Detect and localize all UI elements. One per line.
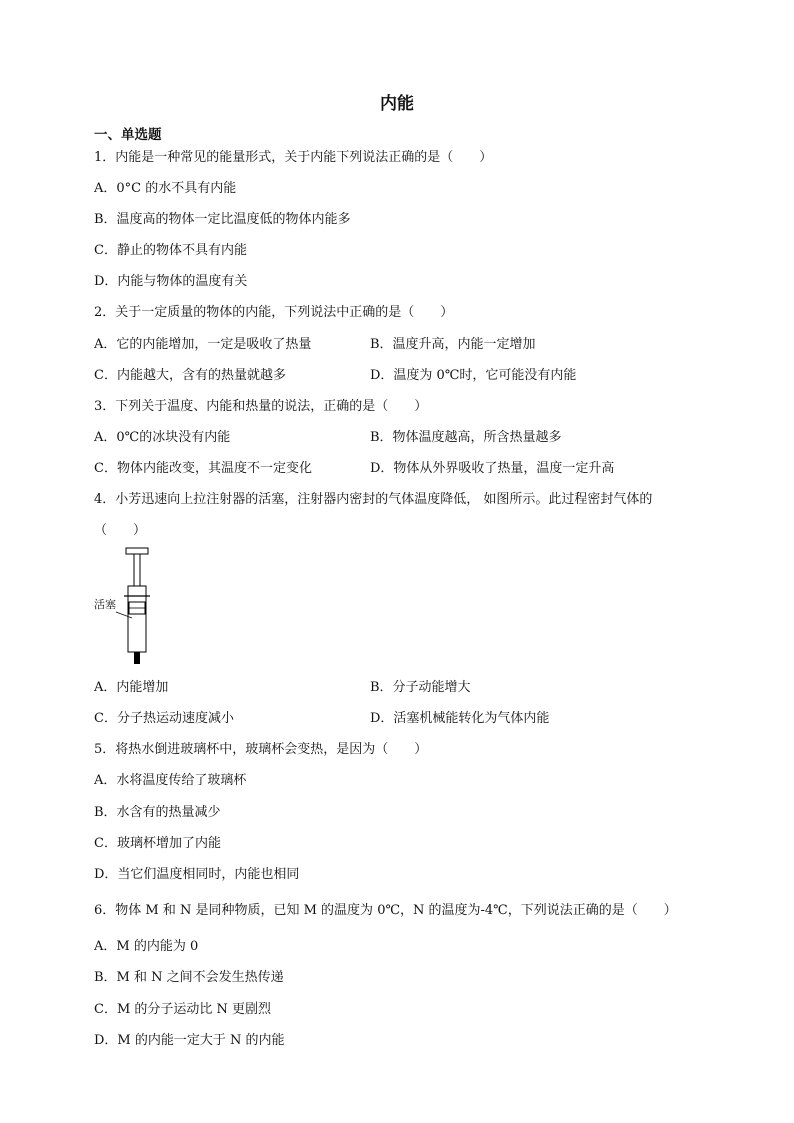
question-1-stem: 1．内能是一种常见的能量形式，关于内能下列说法正确的是（ ） — [94, 150, 493, 165]
question-1-option-c: C．静止的物体不具有内能 — [94, 243, 247, 258]
question-2-option-a: A．它的内能增加，一定是吸收了热量 — [94, 337, 312, 352]
question-4-stem-continued: （ ） — [94, 523, 147, 538]
question-6-option-d: D．M 的内能一定大于 N 的内能 — [94, 1033, 285, 1048]
question-1-option-d: D．内能与物体的温度有关 — [94, 274, 248, 289]
question-4-stem: 4．小芳迅速向上拉注射器的活塞，注射器内密封的气体温度降低， 如图所示。此过程密封气体的 — [94, 492, 653, 507]
question-6-option-c: C．M 的分子运动比 N 更剧烈 — [94, 1002, 272, 1017]
section-heading: 一、单选题 — [94, 127, 162, 143]
syringe-figure — [92, 546, 162, 670]
page-title: 内能 — [380, 94, 414, 114]
question-6-stem: 6．物体 M 和 N 是同种物质，已知 M 的温度为 0℃，N 的温度为-4℃，下列说法正确的是（ ） — [94, 903, 677, 918]
question-2-option-b: B．温度升高，内能一定增加 — [370, 337, 536, 352]
question-5-option-c: C．玻璃杯增加了内能 — [94, 836, 221, 851]
question-6-option-b: B．M 和 N 之间不会发生热传递 — [94, 970, 284, 985]
plunger-handle — [126, 548, 148, 554]
question-4-option-b: B．分子动能增大 — [370, 680, 471, 695]
question-5-option-b: B．水含有的热量减少 — [94, 805, 221, 820]
question-3-option-a: A．0℃的冰块没有内能 — [94, 430, 231, 445]
question-4-option-d: D．活塞机械能转化为气体内能 — [370, 711, 550, 726]
question-4-option-c: C．分子热运动速度减小 — [94, 711, 234, 726]
question-3-option-d: D．物体从外界吸收了热量，温度一定升高 — [370, 461, 615, 476]
question-5-option-d: D．当它们温度相同时，内能也相同 — [94, 867, 300, 882]
question-5-option-a: A．水将温度传给了玻璃杯 — [94, 773, 247, 788]
question-3-option-b: B．物体温度越高，所含热量越多 — [370, 430, 562, 445]
question-1-option-a: A．0°C 的水不具有内能 — [94, 181, 237, 196]
question-3-option-c: C．物体内能改变，其温度不一定变化 — [94, 461, 312, 476]
question-3-stem: 3．下列关于温度、内能和热量的说法，正确的是（ ） — [94, 399, 428, 414]
syringe-tip — [134, 652, 140, 664]
question-2-option-c: C．内能越大，含有的热量就越多 — [94, 368, 286, 383]
question-6-option-a: A．M 的内能为 0 — [94, 939, 199, 954]
question-1-option-b: B．温度高的物体一定比温度低的物体内能多 — [94, 212, 351, 227]
question-2-option-d: D．温度为 0℃时，它可能没有内能 — [370, 368, 577, 383]
question-5-stem: 5．将热水倒进玻璃杯中，玻璃杯会变热，是因为（ ） — [94, 742, 428, 757]
question-4-option-a: A．内能增加 — [94, 680, 169, 695]
question-2-stem: 2．关于一定质量的物体的内能，下列说法中正确的是（ ） — [94, 305, 454, 320]
piston-label: 活塞 — [94, 598, 116, 611]
